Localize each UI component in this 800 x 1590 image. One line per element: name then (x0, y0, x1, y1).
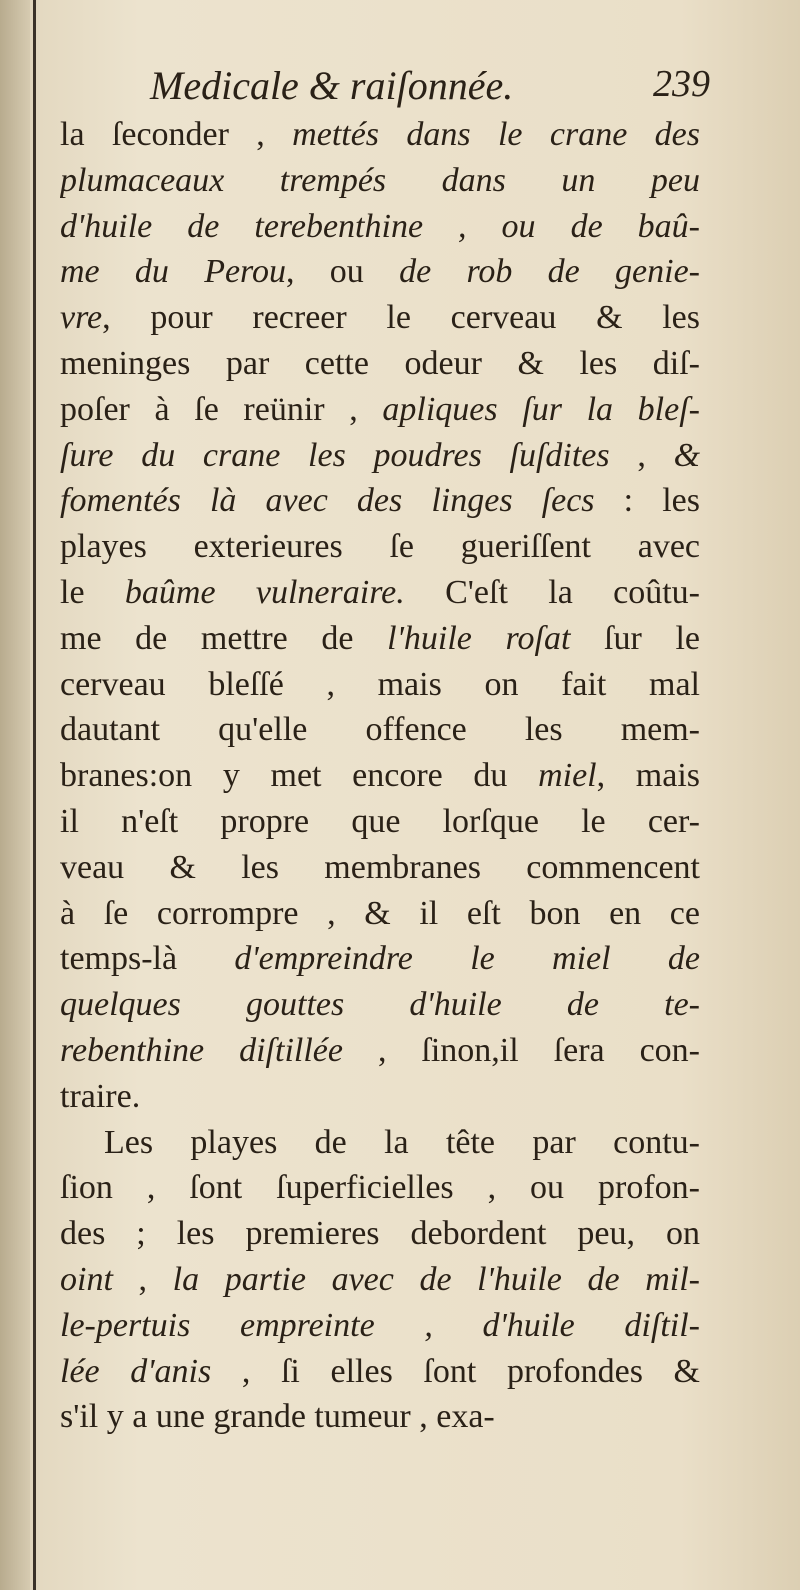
italic-segment: plumaceaux trempés dans un peu (60, 161, 700, 199)
italic-segment: & (673, 436, 700, 474)
text-segment: temps-là (60, 940, 235, 978)
text-line (60, 387, 700, 433)
italic-segment: de rob de genie- (399, 253, 700, 291)
page-header (150, 62, 710, 112)
italic-segment: d'huile de terebenthine , ou de baû- (60, 207, 700, 245)
text-segment: meninges par cette odeur & les diſ- (60, 344, 700, 382)
text-line (60, 1074, 700, 1120)
text-line (60, 1211, 700, 1257)
page-number: 239 (653, 63, 710, 105)
text-line (60, 524, 700, 570)
text-segment: , (112, 1260, 173, 1298)
text-segment: dautant qu'elle offence les mem- (60, 711, 700, 749)
italic-segment: miel (538, 757, 597, 795)
margin-rule (33, 0, 36, 1590)
text-line (60, 570, 700, 616)
text-segment: , ſi elles ſont profondes & (211, 1352, 700, 1390)
italic-segment: oint (60, 1260, 113, 1298)
text-line (60, 662, 700, 708)
text-segment: ſion , ſont ſuperficielles , ou profon- (60, 1169, 700, 1207)
text-line (60, 433, 700, 479)
italic-segment: lée d'anis (60, 1352, 212, 1390)
text-line (60, 112, 700, 158)
text-segment: la ſeconder , (60, 116, 293, 153)
text-segment: Les playes de la tête par contu- (104, 1123, 700, 1161)
text-line (60, 1303, 700, 1349)
text-segment: cerveau bleſſé , mais on fait mal (60, 665, 700, 703)
text-line (60, 936, 700, 982)
italic-segment: rebenthine diſtillée (60, 1031, 343, 1069)
text-line (60, 158, 700, 204)
text-line (60, 891, 700, 937)
text-line (60, 1257, 700, 1303)
italic-segment: l'huile roſat (387, 619, 571, 657)
italic-segment: le-pertuis empreinte , d'huile diſtil- (60, 1306, 700, 1344)
page-gutter (0, 0, 30, 1590)
text-line (60, 845, 700, 891)
text-line (60, 249, 700, 295)
text-line (60, 1394, 700, 1440)
text-segment: veau & les membranes commencent (60, 848, 700, 886)
text-line (60, 1120, 700, 1166)
text-segment: , (609, 436, 674, 474)
text-line (60, 616, 700, 662)
italic-segment: vre (60, 299, 103, 337)
italic-segment: ſure du crane les poudres ſuſdites (60, 436, 610, 474)
text-line (60, 341, 700, 387)
text-segment: branes:on y met encore du (60, 757, 539, 795)
text-line (60, 982, 700, 1028)
text-segment: s'il y a une grande tumeur , exa- (60, 1398, 495, 1436)
text-line (60, 1028, 700, 1074)
italic-segment: d'empreindre le miel de (234, 940, 700, 978)
text-segment: des ; les premieres debordent peu, on (60, 1215, 700, 1253)
italic-segment: fomentés là avec des linges ſecs (60, 482, 595, 520)
text-segment: me de mettre de (60, 619, 388, 657)
italic-segment: me du Perou (60, 253, 287, 291)
text-line (60, 478, 700, 524)
text-segment: , ou (286, 253, 400, 291)
text-line (60, 1165, 700, 1211)
italic-segment: baûme vulneraire. (124, 573, 405, 611)
text-segment: C'eſt la coûtu- (404, 573, 700, 611)
text-segment: il n'eſt propre que lorſque le cer- (60, 802, 700, 840)
text-line (60, 295, 700, 341)
body-text (60, 112, 700, 1440)
running-title: Medicale & raiſonnée. (150, 63, 514, 108)
italic-segment: apliques ſur la bleſ- (382, 390, 700, 428)
text-segment: playes exterieures ſe gueriſſent avec (60, 528, 700, 566)
text-line (60, 707, 700, 753)
italic-segment: la partie avec de l'huile de mil- (172, 1260, 700, 1298)
text-segment: le (60, 573, 125, 611)
text-segment: , pour recreer le cerveau & les (102, 299, 700, 337)
text-segment: à ſe corrompre , & il eſt bon en ce (60, 894, 700, 932)
italic-segment: quelques gouttes d'huile de te- (60, 986, 700, 1024)
text-segment: : les (594, 482, 700, 520)
text-segment: traire. (60, 1077, 141, 1115)
text-segment: , mais (596, 757, 700, 795)
italic-segment: mettés dans le crane des (292, 116, 700, 153)
text-segment: ſur le (570, 619, 700, 657)
text-segment: , ſinon,il ſera con- (342, 1031, 700, 1069)
text-line (60, 753, 700, 799)
text-line (60, 204, 700, 250)
text-line (60, 799, 700, 845)
text-line (60, 1349, 700, 1395)
text-segment: poſer à ſe reünir , (60, 390, 383, 428)
